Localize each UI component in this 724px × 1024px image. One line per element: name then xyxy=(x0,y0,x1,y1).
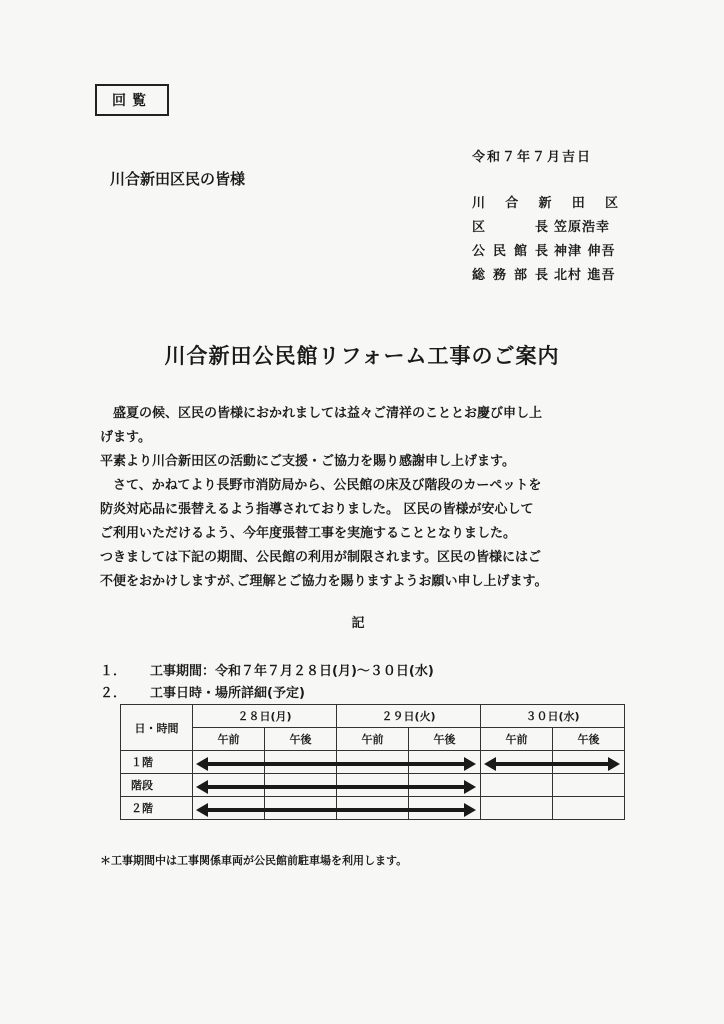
issuer-role: 公 民 館 長 xyxy=(472,244,548,259)
item-number: ２． xyxy=(100,686,127,701)
schedule-cell xyxy=(553,774,625,797)
body-line: さて、かねてより長野市消防局から、公民館の床及び階段のカーペットを xyxy=(100,478,542,493)
schedule-span-arrow xyxy=(196,780,476,794)
corner-cell: 日・時間 xyxy=(121,705,193,751)
item-period xyxy=(100,660,434,679)
issuer-name: 北村 進吾 xyxy=(554,268,616,283)
issuer-name: 笠原浩幸 xyxy=(554,220,611,235)
schedule-cell xyxy=(481,797,553,820)
schedule-span-arrow xyxy=(196,803,476,817)
body-line: 不便をおかけしますが､ご理解とご協力を賜りますようお願い申し上げます。 xyxy=(100,574,548,589)
footnote: ＊工事期間中は工事関係車両が公民館前駐車場を利用します。 xyxy=(100,854,408,867)
body-line: 盛夏の候、区民の皆様におかれましては益々ご清祥のこととお慶び申し上 xyxy=(100,406,543,421)
item-text: 工事期間：令和７年７月２８日(月)～３０日(水) xyxy=(150,664,434,679)
floor-label-1f: １階 xyxy=(121,751,193,774)
issuer-district xyxy=(472,192,618,211)
body-text xyxy=(100,402,640,594)
period-header: 午前 xyxy=(337,728,409,751)
floor-label-stairs: 階段 xyxy=(121,774,193,797)
issue-date: 令和７年７月吉日 xyxy=(472,150,593,165)
period-header: 午後 xyxy=(265,728,337,751)
floor-label-2f: ２階 xyxy=(121,797,193,820)
schedule-cell xyxy=(481,774,553,797)
body-line: げます。 xyxy=(100,430,151,445)
schedule-span-arrow xyxy=(196,757,476,771)
issuer-district-head xyxy=(472,216,610,235)
issuer-role: 総 務 部 長 xyxy=(472,268,548,283)
day-header: ３０日(水) xyxy=(481,705,625,728)
schedule-span-arrow xyxy=(484,757,620,771)
day-header: ２８日(月) xyxy=(193,705,337,728)
issuer-name: 神津 伸吾 xyxy=(554,244,616,259)
schedule-cell xyxy=(553,797,625,820)
body-line: つきましては下記の期間、公民館の利用が制限されます。区民の皆様にはご xyxy=(100,550,541,565)
addressee: 川合新田区民の皆様 xyxy=(110,170,246,188)
circulation-stamp: 回覧 xyxy=(95,84,169,116)
issuer-general-affairs xyxy=(472,264,616,283)
ki-heading: 記 xyxy=(351,616,365,631)
period-header: 午後 xyxy=(553,728,625,751)
issuer-role: 川 合 新 田 区 xyxy=(472,196,618,211)
document-title: 川合新田公民館リフォーム工事のご案内 xyxy=(164,344,560,368)
body-line: 平素より川合新田区の活動にご支援・ご協力を賜り感謝申し上げます。 xyxy=(100,454,515,469)
item-details xyxy=(100,682,305,701)
day-header: ２９日(火) xyxy=(337,705,481,728)
issuer-hall-director xyxy=(472,240,616,259)
body-line: ご利用いただけるよう、今年度張替工事を実施することとなりました。 xyxy=(100,526,517,541)
issuer-role: 区 長 xyxy=(472,220,548,235)
period-header: 午前 xyxy=(481,728,553,751)
body-line: 防炎対応品に張替えるよう指導されておりました。 区民の皆様が安心して xyxy=(100,502,534,517)
item-number: １． xyxy=(100,664,127,679)
period-header: 午後 xyxy=(409,728,481,751)
item-text: 工事日時・場所詳細(予定) xyxy=(150,686,305,701)
period-header: 午前 xyxy=(193,728,265,751)
